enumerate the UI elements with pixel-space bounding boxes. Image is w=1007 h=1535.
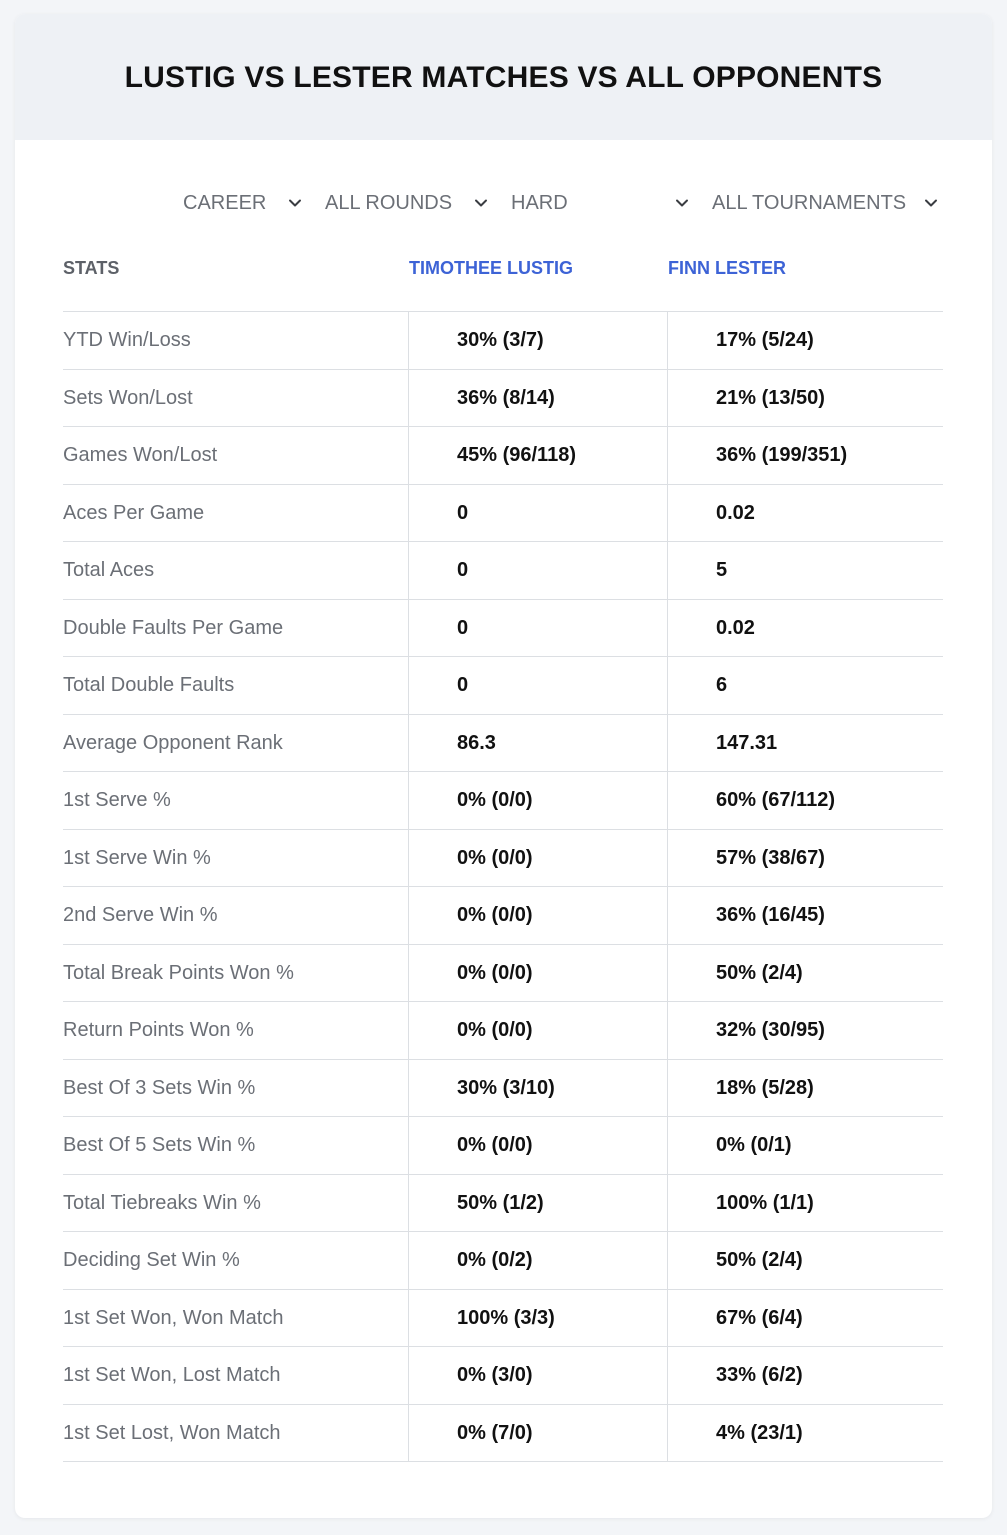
column-divider [667, 427, 668, 485]
player2-value: 6 [716, 674, 728, 696]
column-divider [408, 1232, 409, 1290]
table-row [63, 1290, 943, 1348]
column-divider [667, 1175, 668, 1233]
table-row [63, 600, 943, 658]
stat-label: Average Opponent Rank [63, 731, 283, 754]
stat-label: Best Of 3 Sets Win % [63, 1076, 256, 1099]
column-divider [667, 715, 668, 773]
table-row [63, 1002, 943, 1060]
player2-value: 36% (199/351) [716, 444, 848, 466]
column-header-player1-link[interactable]: TIMOTHEE LUSTIG [409, 258, 573, 278]
stats-table-header [63, 252, 943, 288]
table-row [63, 370, 943, 428]
column-divider [667, 1232, 668, 1290]
player2-value: 17% (5/24) [716, 329, 814, 351]
player1-value: 0% (0/0) [457, 1134, 533, 1156]
player1-value: 0 [457, 616, 469, 639]
column-divider [408, 772, 409, 830]
player1-value: 0% (0/0) [457, 961, 533, 984]
column-divider [667, 945, 668, 1003]
column-divider [408, 1117, 409, 1175]
stat-label: 1st Set Won, Won Match [63, 1306, 284, 1329]
player2-value: 18% (5/28) [716, 1076, 814, 1099]
column-divider [667, 1002, 668, 1060]
player1-value: 50% (1/2) [457, 1191, 544, 1214]
column-divider [408, 542, 409, 600]
card-header [15, 14, 992, 140]
column-divider [408, 370, 409, 428]
player2-value: 0% (0/1) [716, 1134, 792, 1156]
column-divider [667, 370, 668, 428]
player2-value: 50% (2/4) [716, 1249, 803, 1271]
column-header-stats: STATS [63, 258, 120, 278]
filter-round-label: ALL ROUNDS [325, 191, 453, 214]
column-divider [667, 657, 668, 715]
table-row [63, 1175, 943, 1233]
table-row [63, 1405, 943, 1463]
column-divider [408, 945, 409, 1003]
column-divider [667, 312, 668, 370]
table-row [63, 542, 943, 600]
player2-value: 32% (30/95) [716, 1019, 825, 1041]
stat-label: Games Won/Lost [63, 444, 218, 466]
column-divider [408, 887, 409, 945]
filter-period-select[interactable] [183, 184, 303, 222]
stat-label: 1st Set Won, Lost Match [63, 1364, 281, 1386]
column-divider [408, 600, 409, 658]
stats-table-body [63, 311, 943, 1462]
player1-value: 0% (0/0) [457, 846, 533, 869]
player2-value: 60% (67/112) [716, 789, 835, 811]
table-row [63, 772, 943, 830]
player2-value: 33% (6/2) [716, 1364, 803, 1386]
player1-value: 0 [457, 559, 469, 581]
column-divider [408, 1060, 409, 1118]
column-divider [408, 830, 409, 888]
player1-value: 0 [457, 674, 469, 696]
player2-value: 50% (2/4) [716, 961, 803, 984]
column-divider [667, 600, 668, 658]
filter-surface-label: HARD [511, 191, 568, 214]
chevron-down-icon[interactable] [675, 196, 689, 210]
player1-value: 36% (8/14) [457, 386, 555, 409]
stat-label: Total Tiebreaks Win % [63, 1191, 261, 1214]
player2-value: 36% (16/45) [716, 904, 825, 926]
stat-label: Double Faults Per Game [63, 616, 284, 639]
stat-label: Total Break Points Won % [63, 961, 294, 984]
column-divider [667, 830, 668, 888]
stat-label: Total Aces [63, 559, 155, 581]
stat-label: 1st Serve Win % [63, 846, 211, 869]
player2-value: 0.02 [716, 616, 755, 639]
table-row [63, 1347, 943, 1405]
table-row [63, 427, 943, 485]
player1-value: 0% (0/0) [457, 789, 533, 811]
player2-value: 5 [716, 559, 728, 581]
column-divider [408, 657, 409, 715]
stat-label: 1st Serve % [63, 789, 171, 811]
filter-tournament-label: ALL TOURNAMENTS [712, 191, 907, 214]
player1-value: 0% (7/0) [457, 1421, 533, 1444]
table-row [63, 485, 943, 543]
player2-value: 147.31 [716, 731, 778, 754]
column-divider [667, 485, 668, 543]
column-divider [667, 1117, 668, 1175]
column-divider [408, 1175, 409, 1233]
stat-label: YTD Win/Loss [63, 329, 191, 351]
column-divider [408, 485, 409, 543]
stat-label: Return Points Won % [63, 1019, 254, 1041]
stat-label: Total Double Faults [63, 674, 235, 696]
column-divider [667, 542, 668, 600]
chevron-down-icon[interactable] [474, 196, 488, 210]
filter-round-select[interactable] [325, 184, 475, 222]
player1-value: 100% (3/3) [457, 1306, 555, 1329]
stat-label: Best Of 5 Sets Win % [63, 1134, 256, 1156]
player1-value: 0% (0/2) [457, 1249, 533, 1271]
table-row [63, 1232, 943, 1290]
table-row [63, 1060, 943, 1118]
player1-value: 30% (3/10) [457, 1076, 555, 1099]
player2-value: 0.02 [716, 501, 755, 524]
column-divider [667, 1347, 668, 1405]
chevron-down-icon[interactable] [288, 196, 302, 210]
player2-value: 4% (23/1) [716, 1421, 803, 1444]
player1-value: 0 [457, 501, 469, 524]
stat-label: 1st Set Lost, Won Match [63, 1421, 281, 1444]
page-title: LUSTIG VS LESTER MATCHES VS ALL OPPONENTS [124, 61, 883, 94]
player1-value: 30% (3/7) [457, 329, 544, 351]
table-row [63, 830, 943, 888]
player1-value: 0% (0/0) [457, 1019, 533, 1041]
column-divider [667, 1060, 668, 1118]
column-divider [408, 1347, 409, 1405]
table-row [63, 945, 943, 1003]
stat-label: Aces Per Game [63, 501, 205, 524]
table-row [63, 1117, 943, 1175]
column-divider [667, 1405, 668, 1463]
column-divider [408, 427, 409, 485]
player1-value: 45% (96/118) [457, 444, 576, 466]
table-row [63, 887, 943, 945]
column-divider [408, 715, 409, 773]
column-divider [408, 312, 409, 370]
filter-surface-select[interactable] [511, 184, 681, 222]
player1-value: 86.3 [457, 731, 496, 754]
stat-label: 2nd Serve Win % [63, 904, 218, 926]
stat-label: Deciding Set Win % [63, 1249, 240, 1271]
player2-value: 100% (1/1) [716, 1191, 814, 1214]
stats-card [15, 14, 992, 1518]
player2-value: 57% (38/67) [716, 846, 825, 869]
player1-value: 0% (3/0) [457, 1364, 533, 1386]
player2-value: 21% (13/50) [716, 386, 825, 409]
table-row [63, 715, 943, 773]
filter-tournament-select[interactable] [712, 184, 912, 222]
filter-bar [15, 184, 992, 222]
column-divider [408, 1405, 409, 1463]
table-row [63, 657, 943, 715]
chevron-down-icon[interactable] [924, 196, 938, 210]
stat-label: Sets Won/Lost [63, 386, 193, 409]
column-divider [408, 1002, 409, 1060]
column-divider [667, 772, 668, 830]
player2-value: 67% (6/4) [716, 1306, 803, 1329]
player1-value: 0% (0/0) [457, 904, 533, 926]
table-row [63, 312, 943, 370]
column-divider [408, 1290, 409, 1348]
column-header-player2-link[interactable]: FINN LESTER [668, 258, 787, 278]
column-divider [667, 887, 668, 945]
filter-period-label: CAREER [183, 191, 267, 214]
column-divider [667, 1290, 668, 1348]
